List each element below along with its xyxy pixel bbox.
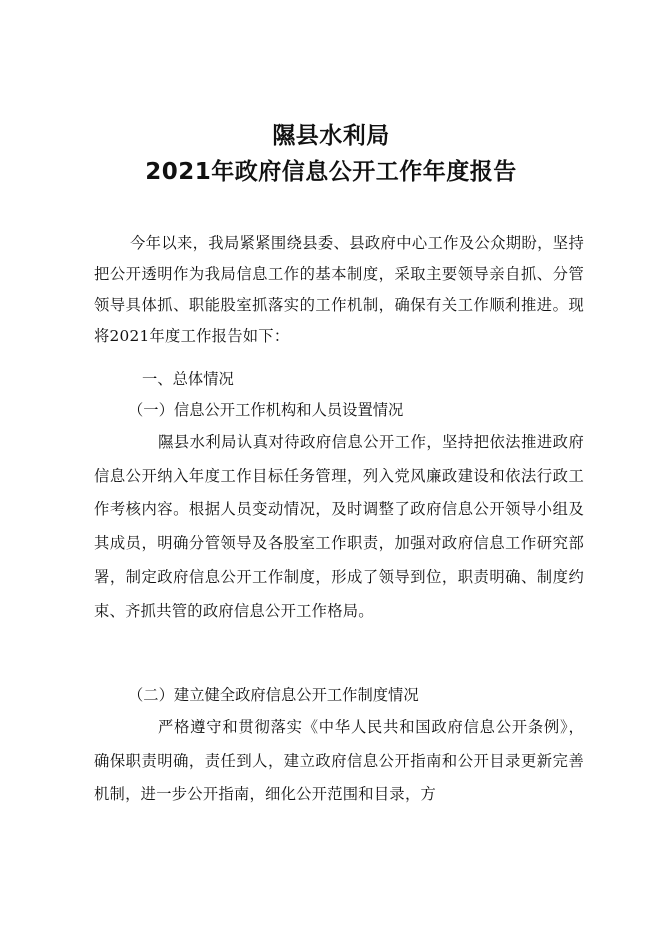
document-title-report: 2021年政府信息公开工作年度报告	[145, 159, 517, 185]
subsection-heading-system: （二）建立健全政府信息公开工作制度情况	[128, 686, 419, 704]
section-heading-overview: 一、总体情况	[142, 370, 234, 388]
subsection-heading-organization: （一）信息公开工作机构和人员设置情况	[128, 401, 404, 419]
intro-paragraph: 今年以来，我局紧紧围绕县委、县政府中心工作及公众期盼，坚持把公开透明作为我局信息工作的基本制度，采取主要领导亲自抓、分管领导具体抓、职能股室抓落实的工作机制，确保有关工作顺利推进。现将2021年度工作报告如下：	[94, 234, 584, 345]
document-title-agency: 隰县水利局	[272, 123, 390, 149]
system-paragraph: 严格遵守和贯彻落实《中华人民共和国政府信息公开条例》，确保职责明确，责任到人，建立政府信息公开指南和公开目录更新完善机制，进一步公开指南，细化公开范围和目录，方	[94, 718, 584, 804]
organization-paragraph: 隰县水利局认真对待政府信息公开工作，坚持把依法推进政府信息公开纳入年度工作目标任务管理，列入党风廉政建设和依法行政工作考核内容。根据人员变动情况，及时调整了政府信息公开领导小组及其成员，明确分管领导及各股室工作职责，加强对政府信息工作研究部署，制定政府信息公开工作制度，形成了领导到位，职责明确、制度约束、齐抓共管的政府信息公开工作格局。	[94, 433, 584, 620]
